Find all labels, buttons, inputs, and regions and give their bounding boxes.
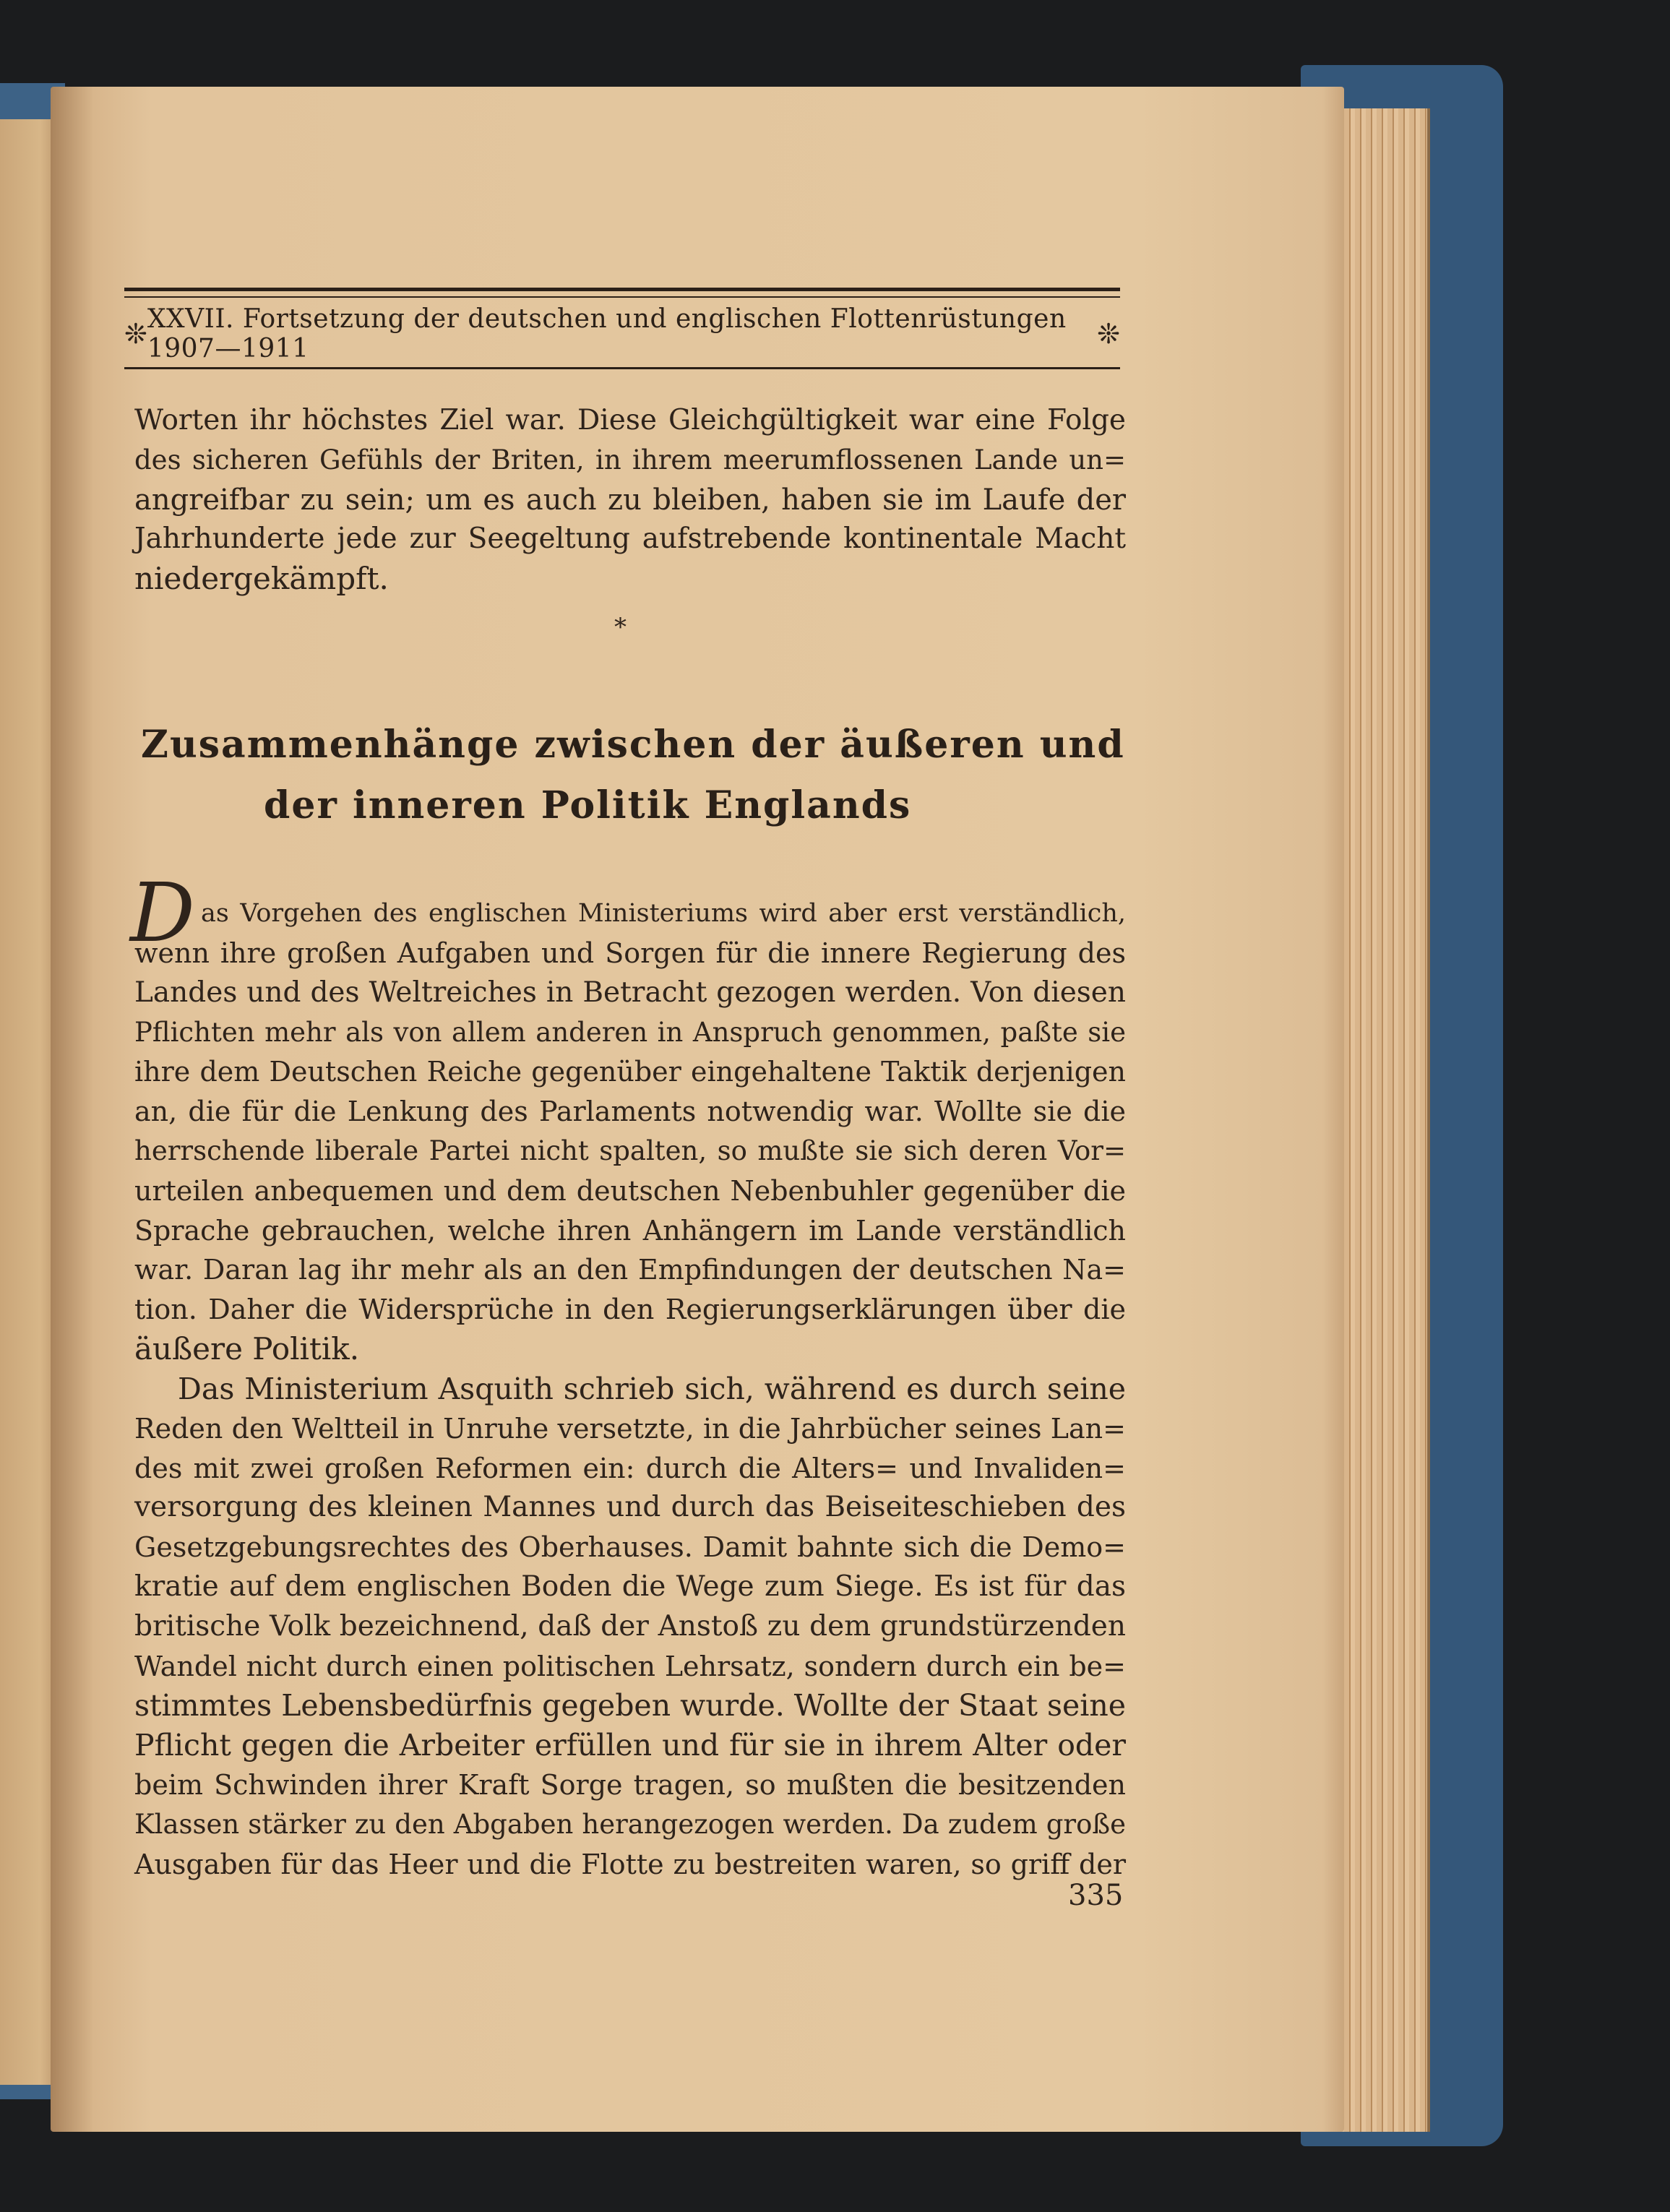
header-rule-bottom — [124, 367, 1120, 369]
section-separator: * — [614, 613, 627, 642]
text-line: Klassen stärker zu den Abgaben herangezogen werden. Da zudem große — [134, 1808, 1126, 1840]
text-line: niedergekämpft. — [134, 561, 389, 597]
text-line: herrschende liberale Partei nicht spalten, so mußte sie sich deren Vor= — [134, 1135, 1126, 1166]
text-line: britische Volk bezeichnend, daß der Anstoß zu dem grundstürzenden — [134, 1609, 1126, 1643]
text-line: Jahrhunderte jede zur Seegeltung aufstrebende kontinentale Macht — [134, 522, 1126, 556]
text-line: des mit zwei großen Reformen ein: durch die Alters= und Invaliden= — [134, 1452, 1126, 1484]
text-line: Gesetzgebungsrechtes des Oberhauses. Damit bahnte sich die Demo= — [134, 1531, 1126, 1564]
text-line: Wandel nicht durch einen politischen Lehrsatz, sondern durch ein be= — [134, 1650, 1126, 1682]
text-line: Sprache gebrauchen, welche ihren Anhängern im Lande verständlich — [134, 1214, 1126, 1247]
paragraph-2 — [134, 934, 1126, 1369]
text-line: Pflicht gegen die Arbeiter erfüllen und für sie in ihrem Alter oder — [134, 1728, 1126, 1763]
text-line: war. Daran lag ihr mehr als an den Empfindungen der deutschen Na= — [134, 1254, 1126, 1286]
text-line: Das Ministerium Asquith schrieb sich, während es durch seine — [178, 1372, 1126, 1406]
drop-cap: D — [130, 866, 195, 960]
page-number: 335 — [1068, 1879, 1124, 1912]
text-line: kratie auf dem englischen Boden die Wege zum Siege. Es ist für das — [134, 1570, 1126, 1603]
paragraph-1 — [134, 401, 1126, 599]
text-line: wenn ihre großen Aufgaben und Sorgen für die innere Regierung des — [134, 937, 1126, 969]
page-edges — [1333, 108, 1430, 2132]
section-heading-line-2: der inneren Politik Englands — [264, 783, 912, 827]
text-line: Ausgaben für das Heer und die Flotte zu bestreiten waren, so griff der — [134, 1848, 1126, 1880]
text-line: an, die für die Lenkung des Parlaments notwendig war. Wollte sie die — [134, 1096, 1126, 1128]
ornament-right-icon: ❊ — [1097, 318, 1120, 350]
text-line: urteilen anbequemen und dem deutschen Nebenbuhler gegenüber die — [134, 1174, 1126, 1207]
text-line: des sicheren Gefühls der Briten, in ihrem meerumflossenen Lande un= — [134, 444, 1126, 475]
text-line: Worten ihr höchstes Ziel war. Diese Gleichgültigkeit war eine Folge — [134, 404, 1126, 436]
text-line: Pflichten mehr als von allem anderen in Anspruch genommen, paßte sie — [134, 1016, 1126, 1048]
text-line: angreifbar zu sein; um es auch zu bleiben, haben sie im Laufe der — [134, 483, 1126, 517]
text-line: äußere Politik. — [134, 1330, 360, 1367]
text-line: Landes und des Weltreiches in Betracht gezogen werden. Von diesen — [134, 976, 1126, 1009]
text-line: as Vorgehen des englischen Ministeriums wird aber erst verständlich, — [201, 899, 1126, 928]
text-line: versorgung des kleinen Mannes und durch das Beiseiteschieben des — [134, 1491, 1126, 1524]
ornament-left-icon: ❊ — [124, 318, 147, 350]
text-line: stimmtes Lebensbedürfnis gegeben wurde. Wollte der Staat seine — [134, 1688, 1127, 1723]
header-rule-top — [124, 288, 1120, 291]
header-rule-top-thin — [124, 296, 1120, 298]
section-heading-line-1: Zusammenhänge zwischen der äußeren und — [141, 723, 1125, 767]
paragraph-3 — [134, 1369, 1126, 1884]
text-line: Reden den Weltteil in Unruhe versetzte, in die Jahrbücher seines Lan= — [134, 1412, 1126, 1445]
paragraph-2-first-line — [201, 894, 1126, 934]
text-line: ihre dem Deutschen Reiche gegenüber eingehaltene Taktik derjenigen — [134, 1056, 1126, 1088]
text-line: beim Schwinden ihrer Kraft Sorge tragen, so mußten die besitzenden — [134, 1768, 1126, 1801]
running-header-title: XXVII. Fortsetzung der deutschen und englischen Flottenrüstungen 1907—1911 — [147, 304, 1067, 363]
text-line: tion. Daher die Widersprüche in den Regierungserklärungen über die — [134, 1294, 1126, 1326]
running-header — [124, 304, 1120, 363]
